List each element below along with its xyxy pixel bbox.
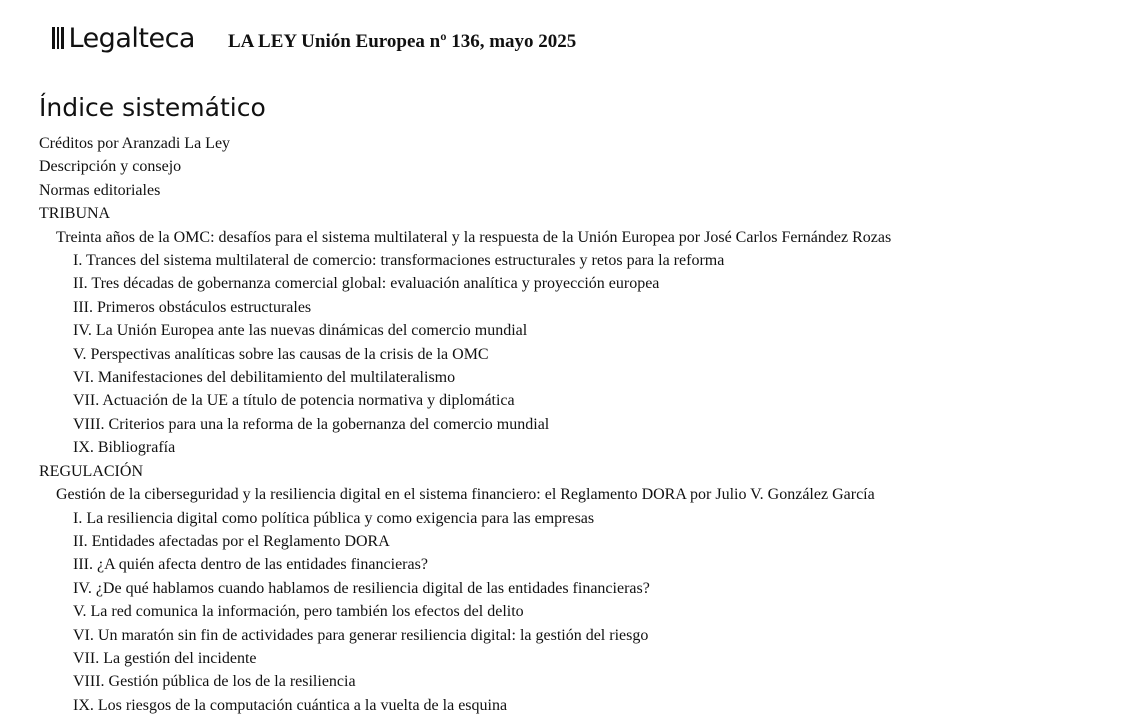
toc-subsection-link[interactable]: II. Tres décadas de gobernanza comercial global: evaluación analítica y proyección europea (73, 275, 660, 293)
toc-subsection-link[interactable]: IX. Bibliografía (73, 439, 176, 457)
toc-subsection-link[interactable]: VII. La gestión del incidente (73, 649, 257, 667)
toc-subsection-link[interactable]: I. Trances del sistema multilateral de comercio: transformaciones estructurales y retos para la reforma (73, 252, 725, 270)
toc-subsection-link[interactable]: VIII. Gestión pública de los de la resiliencia (73, 673, 356, 691)
toc-subsection-link[interactable]: VI. Un maratón sin fin de actividades para generar resiliencia digital: la gestión del riesgo (73, 626, 649, 644)
toc-list (39, 132, 891, 717)
toc-subsection-link[interactable]: I. La resiliencia digital como política pública y como exigencia para las empresas (73, 509, 595, 527)
toc-subsection-link[interactable]: VI. Manifestaciones del debilitamiento del multilateralismo (73, 369, 456, 387)
index-title: Índice sistemático (39, 93, 266, 122)
header (52, 20, 576, 56)
toc-subsection-link[interactable]: VIII. Criterios para una la reforma de la gobernanza del comercio mundial (73, 415, 550, 433)
toc-subsection-link[interactable]: II. Entidades afectadas por el Reglamento DORA (73, 532, 390, 550)
toc-section-link[interactable]: REGULACIÓN (39, 462, 143, 480)
toc-subsection-link[interactable]: III. Primeros obstáculos estructurales (73, 298, 312, 316)
toc-subsection-link[interactable]: V. Perspectivas analíticas sobre las causas de la crisis de la OMC (73, 345, 489, 363)
publication-title: LA LEY Unión Europea nº 136, mayo 2025 (227, 31, 577, 52)
toc-subsection-link[interactable]: IX. Los riesgos de la computación cuántica a la vuelta de la esquina (73, 696, 508, 714)
toc-subsection-link[interactable]: IV. ¿De qué hablamos cuando hablamos de resiliencia digital de las entidades financieras? (73, 579, 650, 597)
toc-section-link[interactable]: TRIBUNA (39, 205, 111, 223)
logo-bars-icon (52, 27, 66, 49)
toc-subsection-link[interactable]: VII. Actuación de la UE a título de potencia normativa y diplomática (73, 392, 515, 410)
toc-article-link[interactable]: Gestión de la ciberseguridad y la resiliencia digital en el sistema financiero: el Reglamento DORA por Julio V. González García (56, 486, 875, 504)
toc-article-link[interactable]: Treinta años de la OMC: desafíos para el sistema multilateral y la respuesta de la Unión Europea por José Carlos Fernández Rozas (56, 228, 892, 246)
toc-subsection-link[interactable]: III. ¿A quién afecta dentro de las entidades financieras? (73, 556, 428, 574)
legalteca-logo[interactable] (52, 23, 195, 54)
toc-subsection-link[interactable]: V. La red comunica la información, pero también los efectos del delito (73, 603, 524, 621)
toc-section-link[interactable]: Normas editoriales (39, 181, 161, 199)
toc-section-link[interactable]: Descripción y consejo (39, 158, 182, 176)
toc-subsection-link[interactable]: IV. La Unión Europea ante las nuevas dinámicas del comercio mundial (73, 322, 528, 340)
toc-section-link[interactable]: Créditos por Aranzadi La Ley (39, 135, 231, 152)
logo-text: Legalteca (68, 22, 195, 54)
